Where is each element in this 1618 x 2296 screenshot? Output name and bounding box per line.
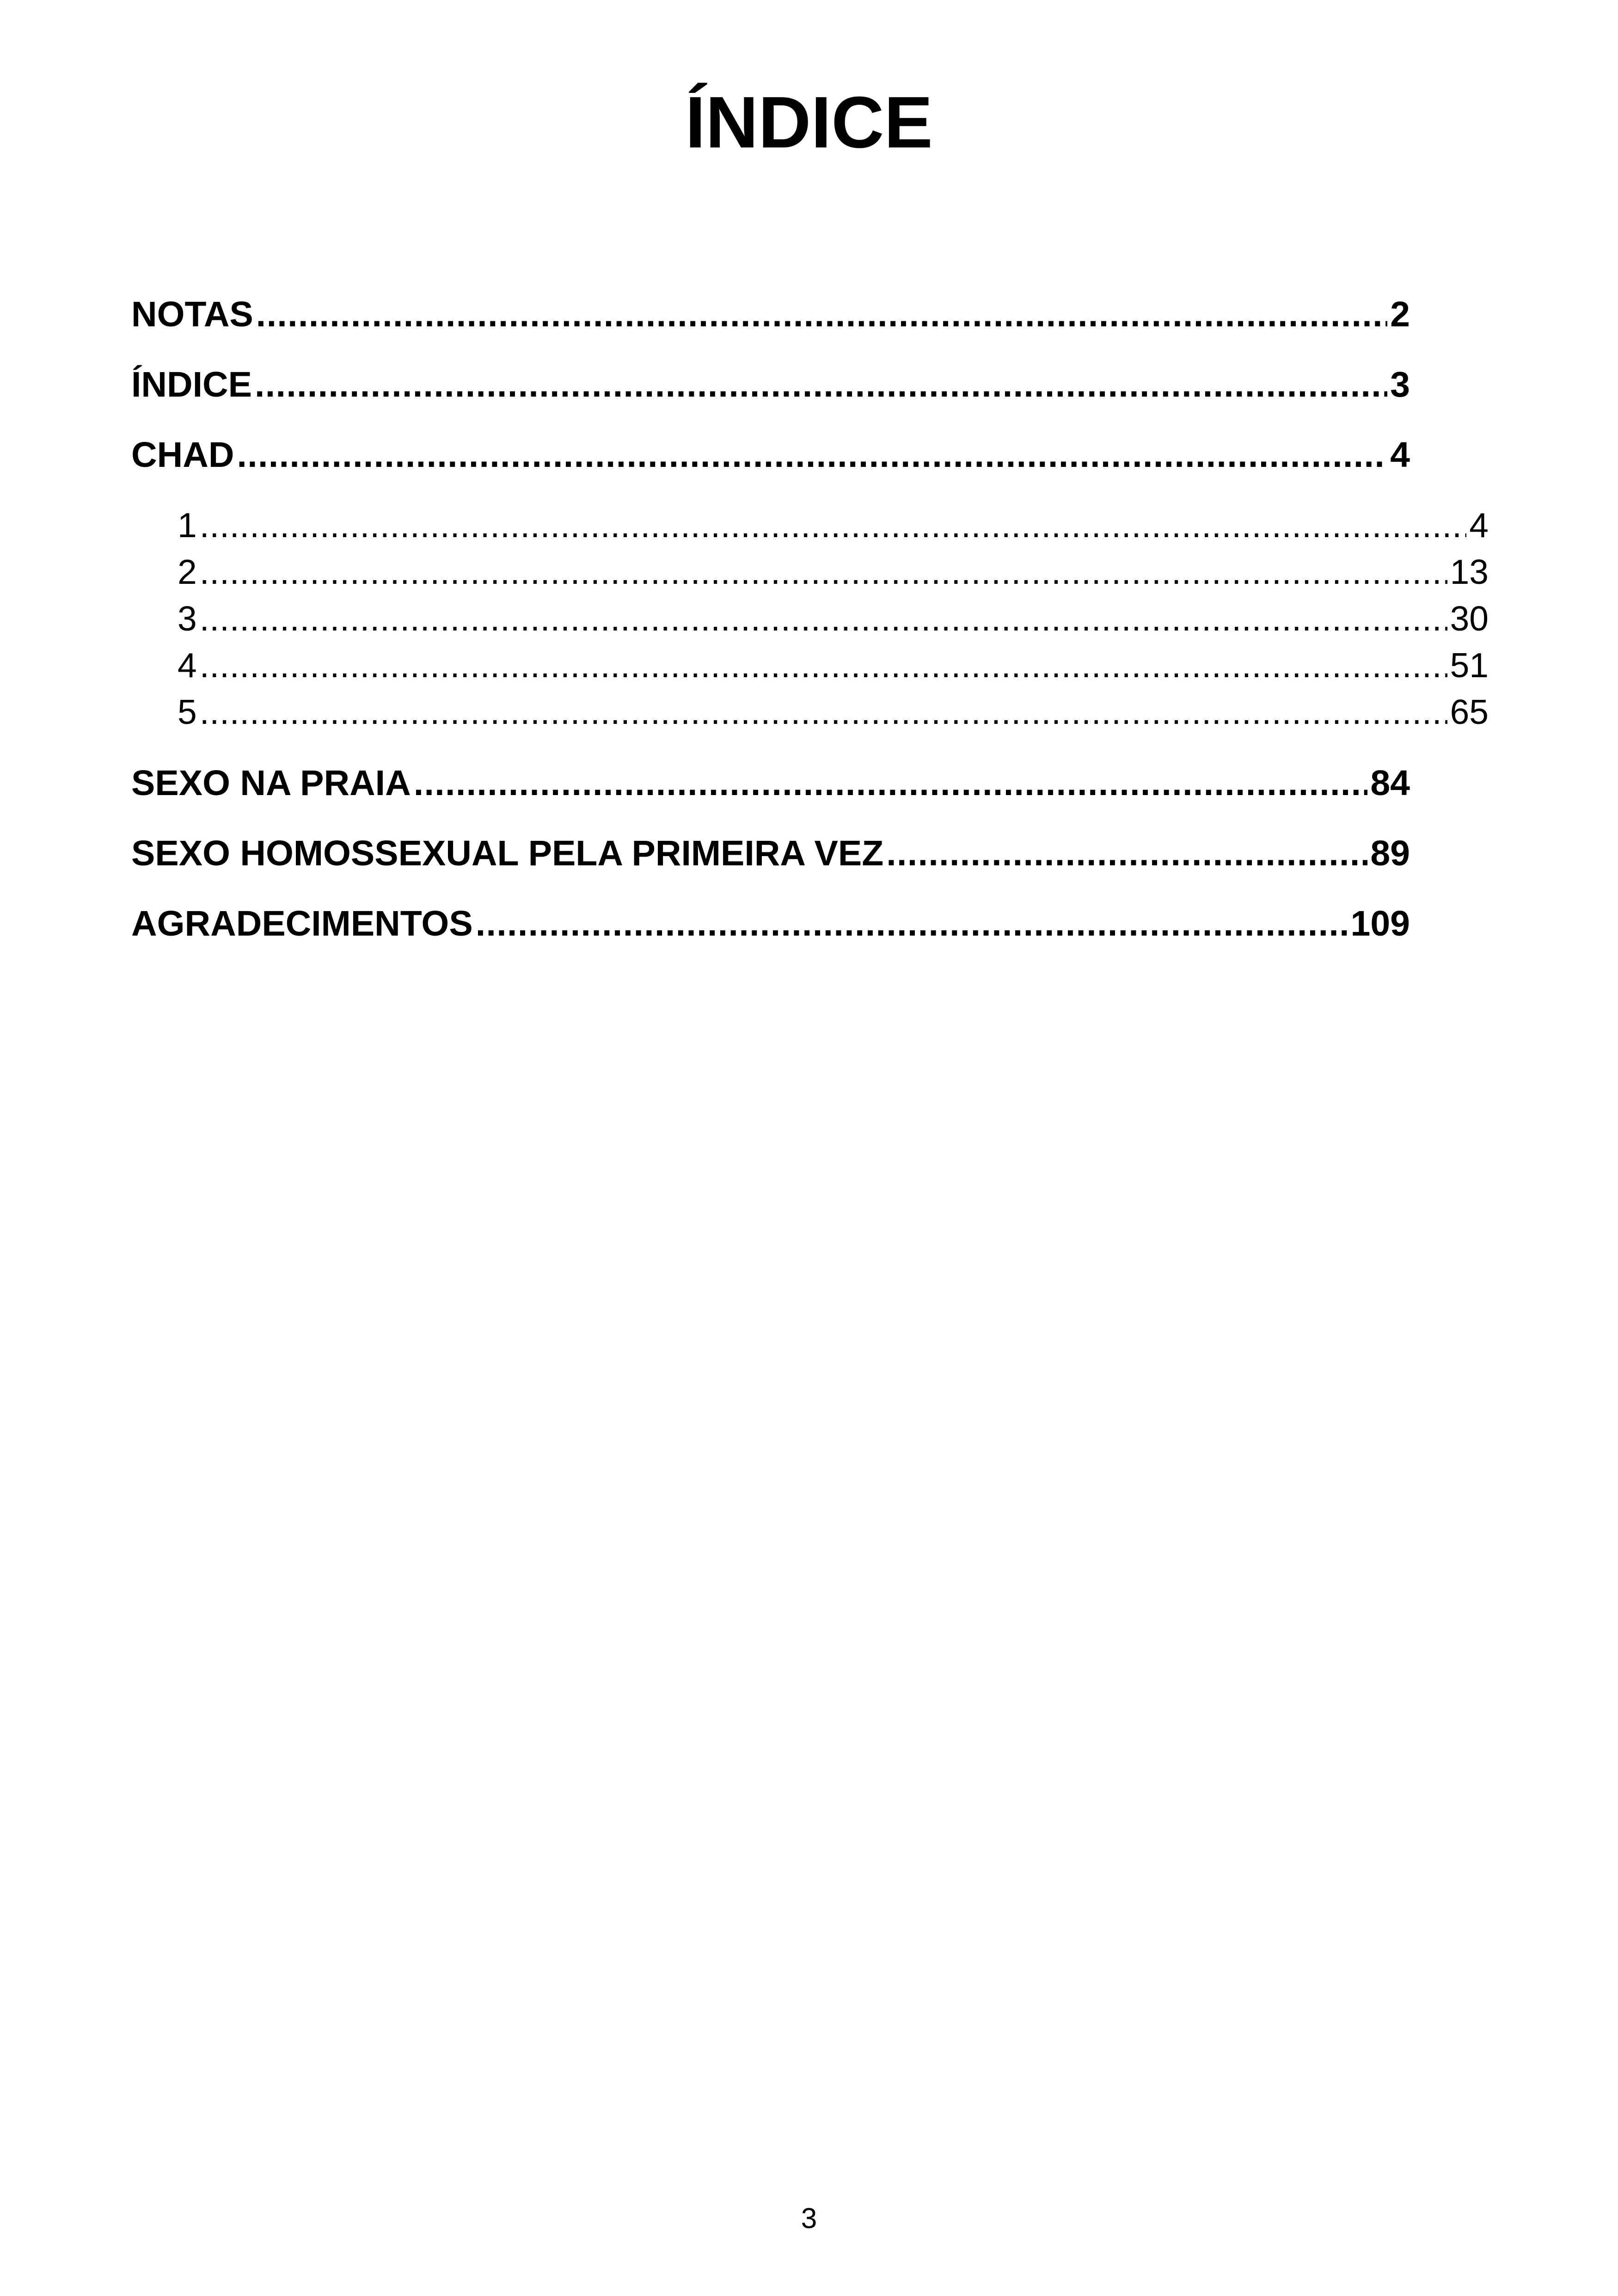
toc-entry-page: 84: [1370, 763, 1410, 803]
toc-entry-agradecimentos[interactable]: [131, 900, 1410, 947]
dot-leader: [414, 760, 1368, 806]
dot-leader: [886, 830, 1367, 876]
page-title: ÍNDICE: [685, 82, 933, 163]
dot-leader: [256, 291, 1387, 337]
toc-entry-label: NOTAS: [131, 294, 253, 334]
toc-entry-label: AGRADECIMENTOS: [131, 904, 473, 943]
toc-subentry-2[interactable]: [178, 550, 1489, 594]
toc-subentry-label: 1: [178, 506, 197, 545]
toc-entry-label: ÍNDICE: [131, 365, 252, 404]
page-number: 3: [801, 2203, 817, 2235]
toc-subentry-label: 5: [178, 692, 197, 731]
toc-subentry-page: 30: [1450, 599, 1489, 638]
toc-subentry-label: 3: [178, 599, 197, 638]
dot-leader: [200, 690, 1447, 734]
toc-subentry-5[interactable]: [178, 690, 1489, 734]
toc-subentry-page: 65: [1450, 692, 1489, 731]
dot-leader: [237, 432, 1387, 478]
toc-subentry-label: 4: [178, 646, 197, 685]
toc-subentry-label: 2: [178, 552, 197, 591]
toc-entry-label: SEXO NA PRAIA: [131, 763, 411, 803]
toc-entry-label: SEXO HOMOSSEXUAL PELA PRIMEIRA VEZ: [131, 833, 884, 873]
dot-leader: [200, 503, 1467, 547]
toc-entry-page: 3: [1390, 365, 1410, 404]
toc-entry-page: 89: [1370, 833, 1410, 873]
toc-subentry-page: 51: [1450, 646, 1489, 685]
toc-entry-indice[interactable]: [131, 361, 1410, 408]
dot-leader: [476, 900, 1348, 947]
toc-subentry-page: 4: [1469, 506, 1489, 545]
toc-subentry-page: 13: [1450, 552, 1489, 591]
toc-entry-page: 4: [1390, 435, 1410, 475]
dot-leader: [200, 643, 1447, 687]
toc-entry-chad[interactable]: [131, 432, 1410, 478]
toc-entry-notas[interactable]: [131, 291, 1410, 337]
dot-leader: [200, 596, 1447, 641]
toc-entry-label: CHAD: [131, 435, 234, 475]
dot-leader: [200, 550, 1447, 594]
toc-entry-sexo-homossexual[interactable]: [131, 830, 1410, 876]
toc-subentry-3[interactable]: [178, 596, 1489, 641]
toc-entry-sexo-na-praia[interactable]: [131, 760, 1410, 806]
toc-entry-page: 2: [1390, 294, 1410, 334]
toc-entry-page: 109: [1350, 904, 1410, 943]
toc-subentry-1[interactable]: [178, 503, 1489, 547]
toc-subentry-4[interactable]: [178, 643, 1489, 687]
dot-leader: [255, 361, 1387, 408]
